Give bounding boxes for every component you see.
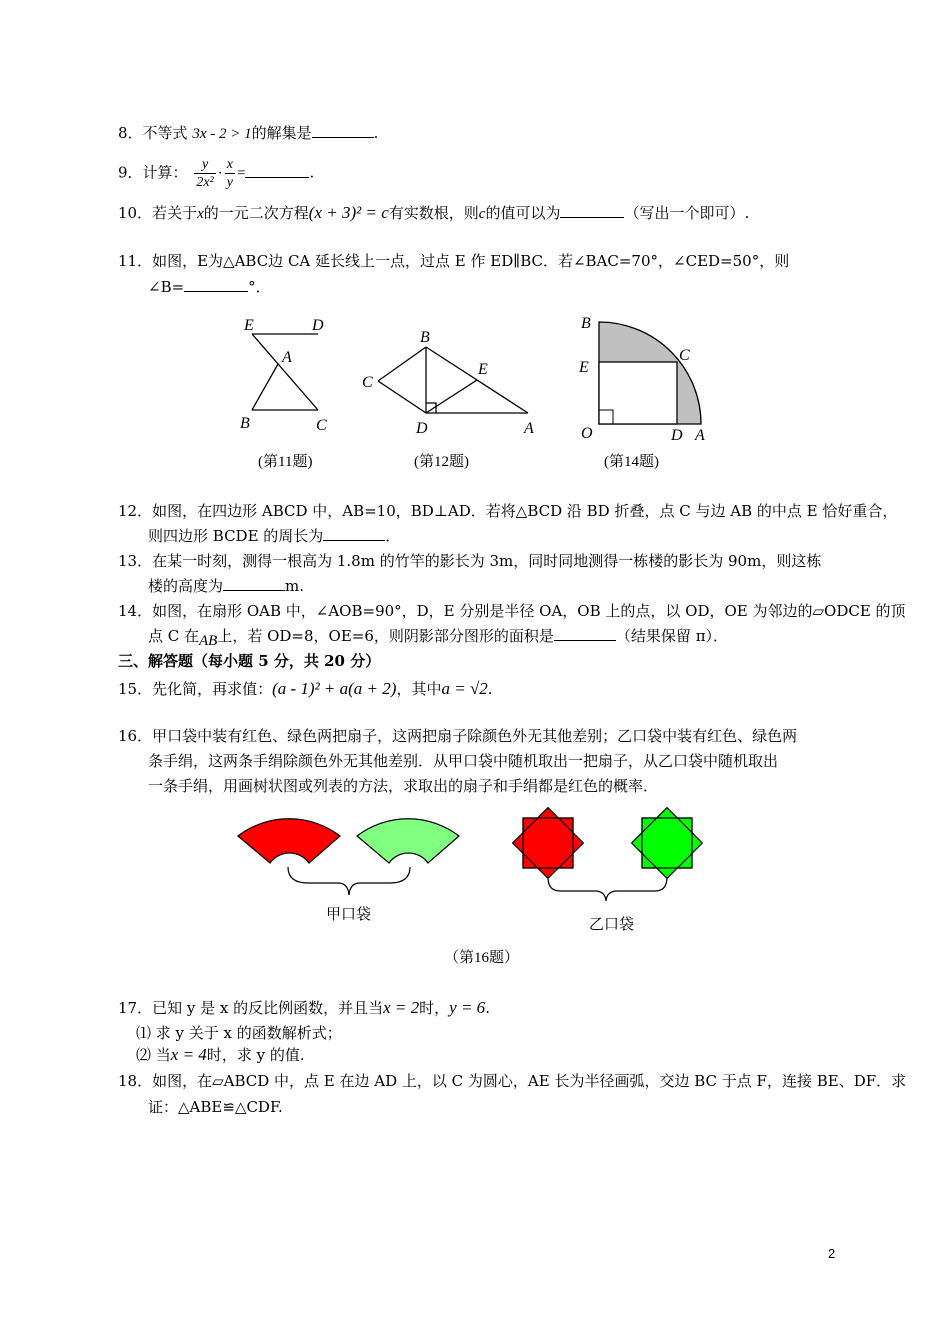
question-16-line1: 16．甲口袋中装有红色、绿色两把扇子，这两把扇子除颜色外无其他差别；乙口袋中装有红色、绿色两 [118,727,798,745]
question-9: 9．计算： $\frac{y}{\text{2x²}}$ · $\frac{x}{y}$ = . [118,157,315,190]
figure-11 [230,310,350,440]
label-O: O [581,425,593,442]
brace-yi [548,877,667,901]
red-handkerchief-icon [513,808,584,879]
figure-16 [230,805,730,905]
question-17-part2: ⑵ 当x = 4时，求 y 的值. [136,1045,305,1064]
arc-AB: AB [199,633,218,649]
caption-figure-16: （第16题） [444,950,520,966]
figure-12 [358,325,548,445]
question-14-line1: 14．如图，在扇形 OAB 中，∠AOB=90°，D，E 分别是半径 OA，OB 上的点，以 OD，OE 为邻边的▱ODCE 的顶 [118,602,906,620]
label-E: E [244,317,254,334]
section-3-heading: 三、解答题（每小题 5 分，共 20 分） [118,652,381,670]
caption-figure-12: (第12题) [414,454,469,470]
label-A: A [695,427,705,444]
figure-14 [575,312,720,447]
label-C: C [362,374,373,391]
label-D: D [312,317,324,334]
label-D: D [671,427,683,444]
label-B: B [240,415,250,432]
caption-figure-14: (第14题) [604,454,659,470]
label-B: B [581,315,591,332]
question-8: 8．不等式 3x - 2 > 1的解集是 . [118,124,379,142]
brace-jia [288,867,410,895]
label-D: D [416,420,428,437]
expression: (a - 1)² + a(a + 2) [272,679,397,698]
question-10: 10．若关于x的一元二次方程(x + 3)² = c有实数根，则c的值可以为 （写出一个即可）. [118,203,750,222]
answer-blank [312,123,374,138]
red-fan-icon [238,819,340,863]
value-a: a = √2 [441,679,488,698]
fraction-x-over-y: $\frac{x}{y}$ [226,157,233,190]
question-15: 15．先化简，再求值：(a - 1)² + a(a + 2)，其中a = √2. [118,679,493,698]
question-11-line1: 11．如图，E为△ABC边 CA 延长线上一点，过点 E 作 ED∥BC．若∠BAC=70°，∠CED=50°，则 [118,252,790,270]
question-17: 17．已知 y 是 x 的反比例函数，并且当x = 2时，y = 6. [118,998,490,1017]
question-16-line2: 条手绢，这两条手绢除颜色外无其他差别．从甲口袋中随机取出一把扇子，从乙口袋中随机取出 [148,752,779,770]
page-number: 2 [828,1246,836,1261]
label-B: B [420,329,430,346]
label-C: C [316,417,327,434]
answer-blank [323,526,385,541]
question-18-line1: 18．如图，在▱ABCD 中，点 E 在边 AD 上，以 C 为圆心，AE 长为半径画弧，交边 BC 于点 F，连接 BE、DF．求 [118,1072,907,1090]
question-12-line1: 12．如图，在四边形 ABCD 中，AB=10，BD⊥AD．若将△BCD 沿 BD 折叠，点 C 与边 AB 的中点 E 恰好重合， [118,502,898,520]
label-yi-bag: 乙口袋 [589,915,635,933]
question-13-line1: 13．在某一时刻，测得一根高为 1.8m 的竹竿的影长为 3m，同时同地测得一栋楼的影长为 90m，则这栋 [118,552,822,570]
inequality-expr: 3x - 2 > 1 [192,126,252,142]
answer-blank [184,277,248,292]
question-18-line2: 证：△ABE≌△CDF. [148,1098,283,1116]
answer-blank [245,163,309,178]
question-11-line2: ∠B= °． [148,278,271,296]
label-E: E [579,359,589,376]
equation-expr: (x + 3)² = c [308,203,389,222]
green-handkerchief-icon [632,808,703,879]
green-fan-icon [357,819,459,863]
label-C: C [679,347,690,364]
label-jia-bag: 甲口袋 [326,905,372,923]
caption-figure-11: (第11题) [258,454,313,470]
fraction-y-over-2x2: $\frac{y}{\text{2x²}}$ [196,157,214,190]
question-16-line3: 一条手绢，用画树状图或列表的方法，求取出的扇子和手绢都是红色的概率． [148,777,659,795]
answer-blank [554,626,616,641]
answer-blank [560,203,624,218]
question-17-part1: ⑴ 求 y 关于 x 的函数解析式； [136,1024,342,1042]
label-A: A [524,420,534,437]
question-12-line2: 则四边形 BCDE 的周长为 ． [148,527,401,545]
question-13-line2: 楼的高度为 m. [148,577,305,595]
label-E: E [478,361,488,378]
label-A: A [282,349,292,366]
answer-blank [223,576,285,591]
question-14-line2: 点 C 在AB上，若 OD=8，OE=6，则阴影部分图形的面积是 （结果保留 π）． [148,627,729,649]
